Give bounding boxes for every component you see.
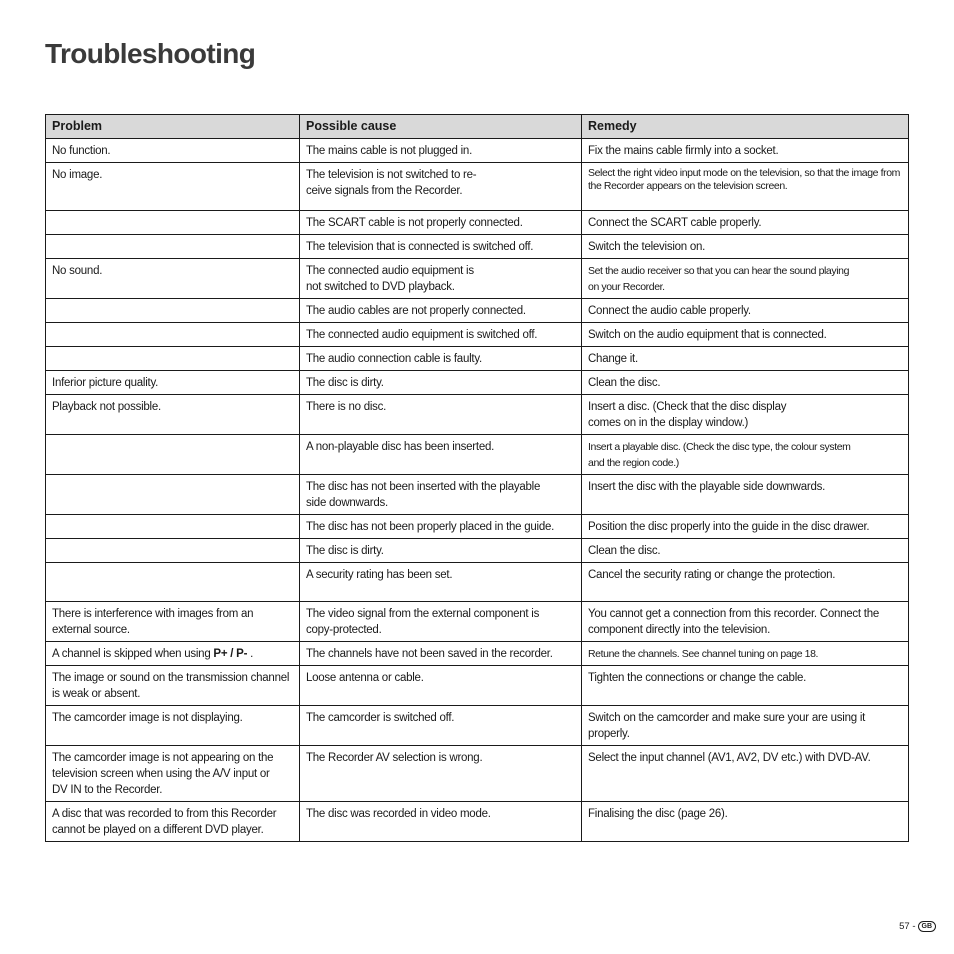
cause-cell: The video signal from the external component is copy-protected. [300,602,582,642]
cause-cell: The connected audio equipment is not switched to DVD playback. [300,259,582,299]
table-row [46,371,909,395]
table-row [46,642,909,666]
table-header-row [46,115,909,139]
cause-cell: The disc is dirty. [300,539,582,563]
table-row [46,746,909,802]
table-row [46,235,909,259]
table-row [46,563,909,602]
table-row [46,323,909,347]
channel-keys-label: P+ / P- [213,648,248,660]
problem-cell [46,299,300,323]
cause-cell: The disc has not been inserted with the playable side downwards. [300,475,582,515]
problem-text-end: . [247,648,254,660]
column-header-problem: Problem [46,115,300,139]
remedy-cell: Change it. [582,347,909,371]
problem-cell [46,235,300,259]
remedy-cell: You cannot get a connection from this recorder. Connect the component directly into the television. [582,602,909,642]
table-row [46,395,909,435]
problem-cell [46,435,300,475]
cause-cell: The Recorder AV selection is wrong. [300,746,582,802]
cause-cell: The television that is connected is switched off. [300,235,582,259]
remedy-cell: Switch on the audio equipment that is connected. [582,323,909,347]
table-row [46,666,909,706]
problem-cell [46,347,300,371]
remedy-cell: Insert a disc. (Check that the disc display comes on in the display window.) [582,395,909,435]
problem-cell [46,211,300,235]
remedy-cell: Connect the audio cable properly. [582,299,909,323]
remedy-cell: Select the right video input mode on the television, so that the image from the Recorder appears on the television screen. [582,163,909,211]
cause-cell: A non-playable disc has been inserted. [300,435,582,475]
problem-cell: No function. [46,139,300,163]
cause-cell: The audio cables are not properly connected. [300,299,582,323]
page-footer [899,921,936,932]
table-row [46,706,909,746]
table-row [46,802,909,842]
remedy-cell: Connect the SCART cable properly. [582,211,909,235]
table-row [46,539,909,563]
remedy-cell: Finalising the disc (page 26). [582,802,909,842]
remedy-cell: Cancel the security rating or change the protection. [582,563,909,602]
cause-cell: Loose antenna or cable. [300,666,582,706]
table-row [46,163,909,211]
cause-cell: The camcorder is switched off. [300,706,582,746]
problem-cell [46,323,300,347]
remedy-cell: Fix the mains cable firmly into a socket. [582,139,909,163]
problem-cell [46,563,300,602]
remedy-cell: Set the audio receiver so that you can hear the sound playing on your Recorder. [582,259,909,299]
page-number: 57 - [899,921,916,932]
cause-cell: The mains cable is not plugged in. [300,139,582,163]
remedy-cell: Clean the disc. [582,539,909,563]
problem-cell: Playback not possible. [46,395,300,435]
table-row [46,259,909,299]
remedy-cell: Insert a playable disc. (Check the disc type, the colour system and the region code.) [582,435,909,475]
cause-cell: There is no disc. [300,395,582,435]
remedy-cell: Position the disc properly into the guide in the disc drawer. [582,515,909,539]
remedy-cell: Retune the channels. See channel tuning on page 18. [582,642,909,666]
column-header-possible-cause: Possible cause [300,115,582,139]
cause-cell: The connected audio equipment is switched off. [300,323,582,347]
table-row [46,211,909,235]
problem-cell [46,642,300,666]
problem-cell: The camcorder image is not displaying. [46,706,300,746]
remedy-cell: Select the input channel (AV1, AV2, DV etc.) with DVD-AV. [582,746,909,802]
remedy-cell: Switch the television on. [582,235,909,259]
problem-cell: There is interference with images from an external source. [46,602,300,642]
cause-cell: A security rating has been set. [300,563,582,602]
cause-cell: The channels have not been saved in the recorder. [300,642,582,666]
page-title: Troubleshooting [45,38,256,69]
table-row [46,299,909,323]
remedy-cell: Clean the disc. [582,371,909,395]
cause-cell: The disc is dirty. [300,371,582,395]
cause-cell: The disc was recorded in video mode. [300,802,582,842]
table-row [46,602,909,642]
problem-cell [46,515,300,539]
problem-text: A channel is skipped when using [52,648,214,660]
table-row [46,347,909,371]
cause-cell: The audio connection cable is faulty. [300,347,582,371]
problem-cell: The image or sound on the transmission channel is weak or absent. [46,666,300,706]
problem-cell: No image. [46,163,300,211]
problem-cell [46,475,300,515]
remedy-cell: Insert the disc with the playable side downwards. [582,475,909,515]
table-row [46,475,909,515]
table-row [46,435,909,475]
problem-cell: The camcorder image is not appearing on the television screen when using the A/V input or DV IN to the Recorder. [46,746,300,802]
troubleshooting-table [45,114,909,842]
cause-cell: The television is not switched to re- ceive signals from the Recorder. [300,163,582,211]
cause-cell: The SCART cable is not properly connected. [300,211,582,235]
table-row [46,515,909,539]
region-badge: GB [918,921,937,932]
problem-cell: Inferior picture quality. [46,371,300,395]
remedy-cell: Switch on the camcorder and make sure your are using it properly. [582,706,909,746]
column-header-remedy: Remedy [582,115,909,139]
cause-cell: The disc has not been properly placed in the guide. [300,515,582,539]
problem-cell: A disc that was recorded to from this Recorder cannot be played on a different DVD player. [46,802,300,842]
problem-cell: No sound. [46,259,300,299]
table-row [46,139,909,163]
remedy-cell: Tighten the connections or change the cable. [582,666,909,706]
problem-cell [46,539,300,563]
